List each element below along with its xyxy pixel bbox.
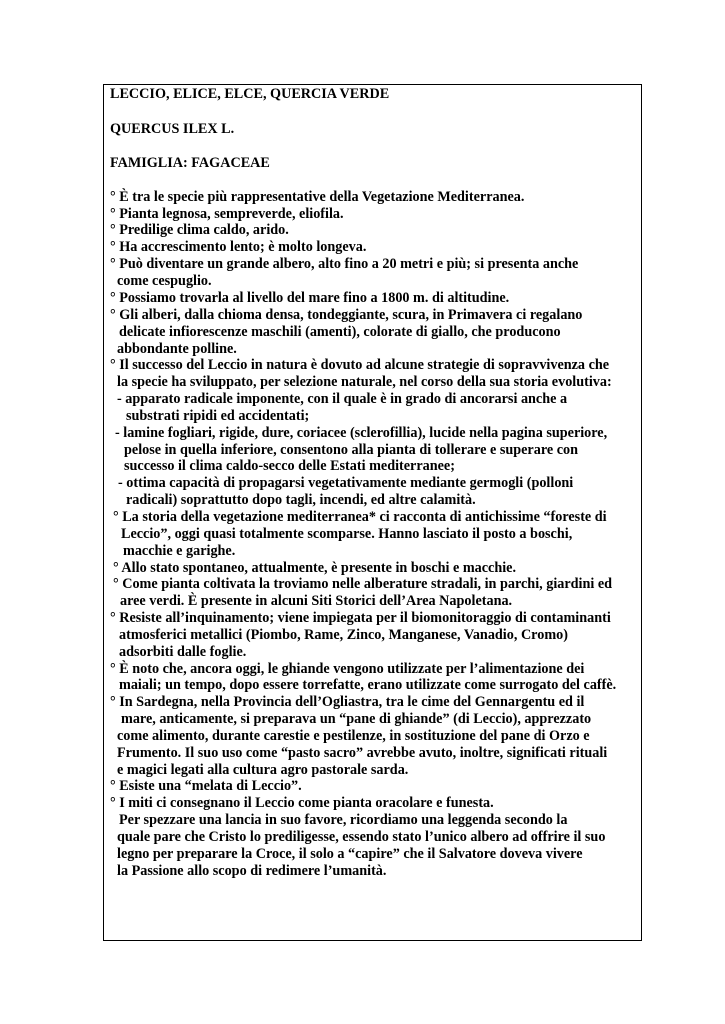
text-line: ° I miti ci consegnano il Leccio come pianta oracolare e funesta. [110,795,494,811]
text-line: substrati ripidi ed accidentati; [126,408,310,424]
text-line: ° Gli alberi, dalla chioma densa, tondeggiante, scura, in Primavera ci regalano [110,307,583,323]
text-line: la specie ha sviluppato, per selezione naturale, nel corso della sua storia evolutiva: [117,374,612,390]
text-line: ° La storia della vegetazione mediterranea* ci racconta di antichissime “foreste di [113,509,607,525]
text-line: ° È noto che, ancora oggi, le ghiande vengono utilizzate per l’alimentazione dei [110,661,585,677]
text-line: Leccio”, oggi quasi totalmente scomparse. Hanno lasciato il posto a boschi, [121,526,573,542]
text-line: pelose in quella inferiore, consentono alla pianta di tollerare e superare con [124,442,578,458]
text-line: quale pare che Cristo lo prediligesse, essendo stato l’unico albero ad offrire il suo [117,829,606,845]
text-line: delicate infiorescenze maschili (amenti), colorate di giallo, che producono [119,324,561,340]
text-line: - lamine fogliari, rigide, dure, coriacee (sclerofillia), lucide nella pagina superiore, [115,425,608,441]
text-line: - ottima capacità di propagarsi vegetativamente mediante germogli (polloni [118,475,574,491]
text-line: ° Come pianta coltivata la troviamo nelle alberature stradali, in parchi, giardini ed [113,576,613,592]
text-line: aree verdi. È presente in alcuni Siti Storici dell’Area Napoletana. [120,593,513,609]
text-line: ° Può diventare un grande albero, alto fino a 20 metri e più; si presenta anche [110,256,579,272]
text-line: ° Predilige clima caldo, arido. [110,222,289,238]
text-line: ° In Sardegna, nella Provincia dell’Ogliastra, tra le cime del Gennargentu ed il [110,694,585,710]
text-line: ° Pianta legnosa, sempreverde, eliofila. [110,206,344,222]
text-line: ° Allo stato spontaneo, attualmente, è presente in boschi e macchie. [113,560,517,576]
text-line: ° Ha accrescimento lento; è molto longeva. [110,239,367,255]
text-line: ° Il successo del Leccio in natura è dovuto ad alcune strategie di sopravvivenza che [110,357,610,373]
text-line: Frumento. Il suo uso come “pasto sacro” avrebbe avuto, inoltre, significati rituali [117,745,608,761]
text-line: maiali; un tempo, dopo essere torrefatte, erano utilizzate come surrogato del caffè. [119,677,617,693]
text-line: adsorbiti dalle foglie. [119,644,247,660]
text-line: radicali) soprattutto dopo tagli, incendi, ed altre calamità. [126,492,476,508]
text-line: successo il clima caldo-secco delle Estati mediterranee; [124,458,455,474]
text-line: Per spezzare una lancia in suo favore, ricordiamo una leggenda secondo la [119,812,568,828]
document-title: LECCIO, ELICE, ELCE, QUERCIA VERDE [110,86,390,102]
text-line: e magici legati alla cultura agro pastorale sarda. [117,762,409,778]
text-line: abbondante polline. [117,341,237,357]
text-line: ° È tra le specie più rappresentative della Vegetazione Mediterranea. [110,189,525,205]
family-name: FAMIGLIA: FAGACEAE [110,155,270,171]
text-line: - apparato radicale imponente, con il quale è in grado di ancorarsi anche a [117,391,568,407]
text-line: ° Esiste una “melata di Leccio”. [110,778,302,794]
scientific-name: QUERCUS ILEX L. [110,121,235,137]
text-line: atmosferici metallici (Piombo, Rame, Zinco, Manganese, Vanadio, Cromo) [119,627,568,643]
text-line: la Passione allo scopo di redimere l’umanità. [117,863,387,879]
text-line: ° Possiamo trovarla al livello del mare fino a 1800 m. di altitudine. [110,290,510,306]
text-line: ° Resiste all’inquinamento; viene impiegata per il biomonitoraggio di contaminanti [110,610,611,626]
text-line: mare, anticamente, si preparava un “pane di ghiande” (di Leccio), apprezzato [121,711,592,727]
text-line: come cespuglio. [117,273,212,289]
text-line: legno per preparare la Croce, il solo a “capire” che il Salvatore doveva vivere [117,846,583,862]
text-line: macchie e garighe. [123,543,236,559]
text-line: come alimento, durante carestie e pestilenze, in sostituzione del pane di Orzo e [117,728,590,744]
